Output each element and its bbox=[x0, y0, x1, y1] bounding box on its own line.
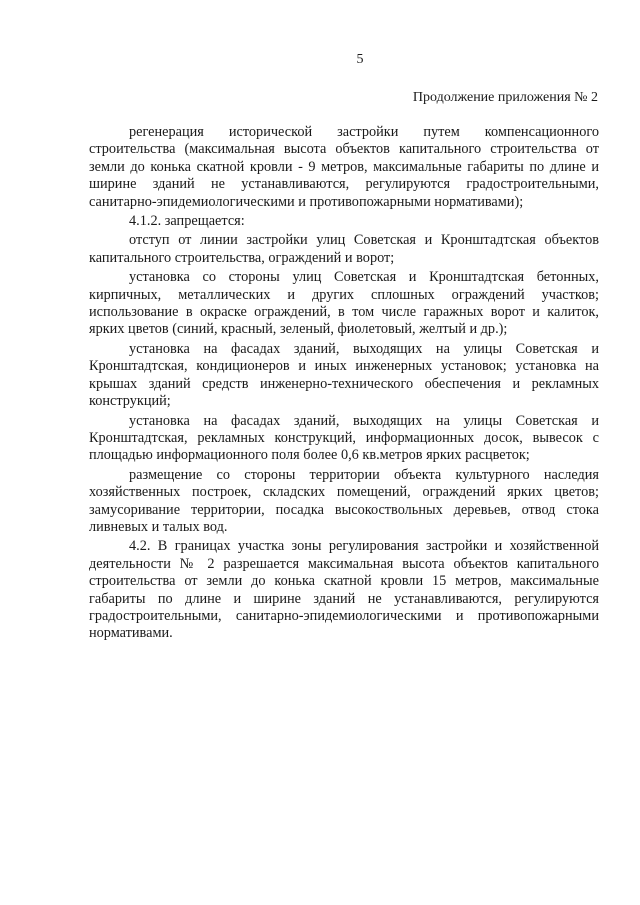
paragraph-fences: установка со стороны улиц Советская и Кронштадтская бетонных, кирпичных, металлических и других сплошных ограждений участков; использование в окраске ограждений, в том числе гаражных ворот и калиток, ярких цветов (синий, красный, зеленый, фиолетовый, желтый и др.); bbox=[89, 269, 599, 338]
paragraph-prohibited-heading: 4.1.2. запрещается: bbox=[129, 213, 245, 230]
paragraph-heritage-territory: размещение со стороны территории объекта культурного наследия хозяйственных построек, складских помещений, ограждений ярких цветов; замусоривание территории, посадка высокоствольных деревьев, отвод стока ливневых и талых вод. bbox=[89, 466, 599, 535]
document-body bbox=[89, 124, 599, 643]
paragraph-regeneration: регенерация исторической застройки путем компенсационного строительства (максимальная высота объектов капитального строительства от земли до конька скатной кровли - 9 метров, максимальные габариты по длине и ширине зданий не устанавливаются, регулируются градостроительными, санитарно-эпидемиологическими и противопожарными нормативами); bbox=[89, 124, 599, 210]
paragraph-zone-2: 4.2. В границах участка зоны регулирования застройки и хозяйственной деятельности № 2 разрешается максимальная высота объектов капитального строительства от земли до конька скатной кровли 15 метров, максимальные габариты по длине и ширине зданий не устанавливаются, регулируются градостроительными, санитарно-эпидемиологическими и противопожарными нормативами. bbox=[89, 538, 599, 642]
appendix-continuation-note: Продолжение приложения № 2 bbox=[412, 90, 598, 105]
paragraph-building-line: отступ от линии застройки улиц Советская и Кронштадтская объектов капитального строительства, ограждений и ворот; bbox=[89, 232, 599, 266]
paragraph-facade-advertising: установка на фасадах зданий, выходящих на улицы Советская и Кронштадтская, рекламных конструкций, информационных досок, вывесок с площадью информационного поля более 0,6 кв.метров ярких расцветок; bbox=[89, 412, 599, 464]
paragraph-facade-equipment: установка на фасадах зданий, выходящих на улицы Советская и Кронштадтская, кондиционеров и иных инженерных установок; установка на крышах зданий средств инженерно-технического обеспечения и рекламных конструкций; bbox=[89, 340, 599, 410]
page-number: 5 bbox=[356, 52, 364, 67]
